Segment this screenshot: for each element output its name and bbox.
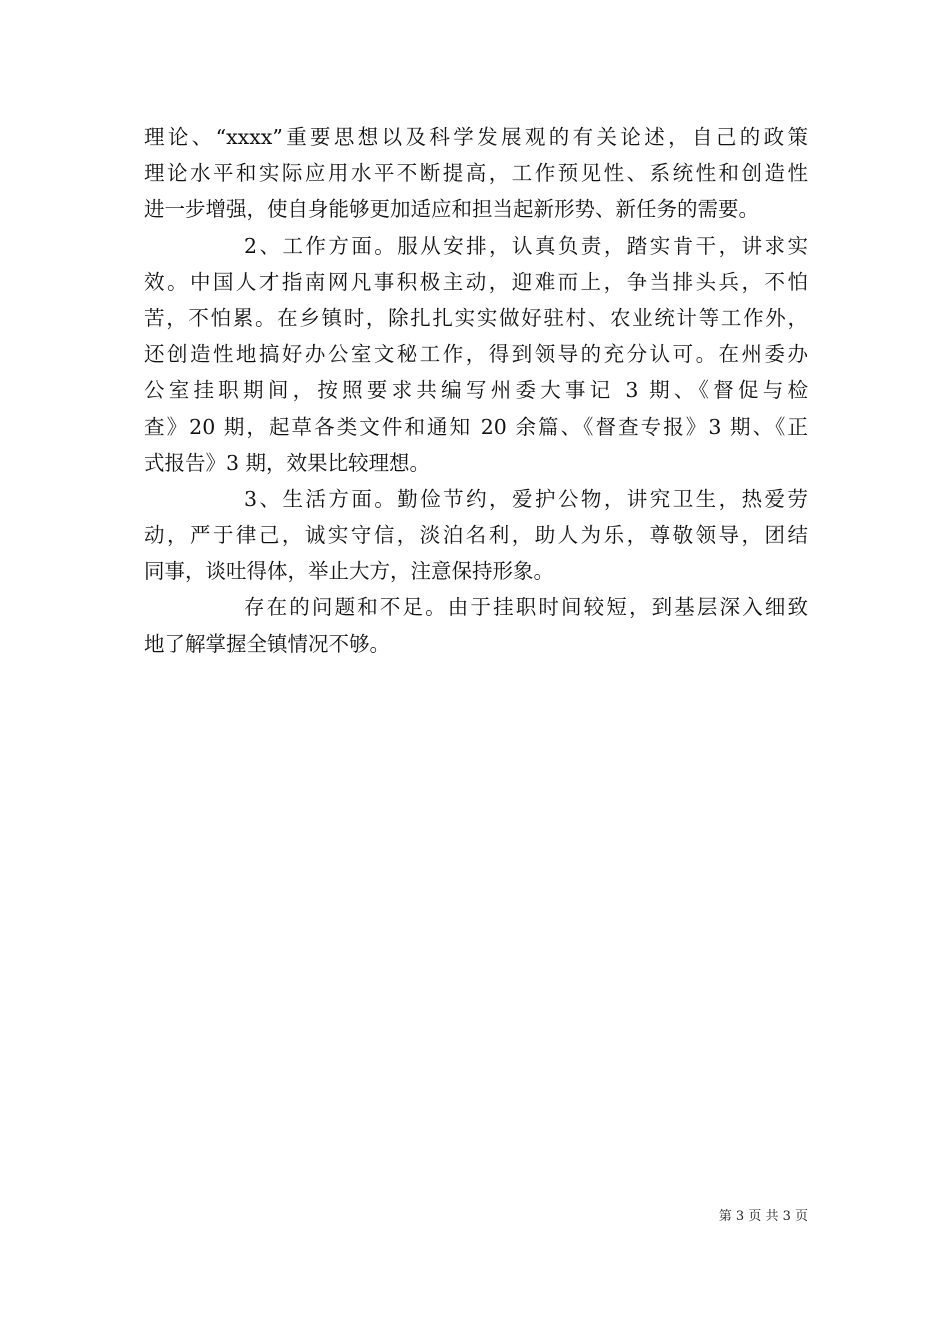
text-line: 3、生活方面。勤俭节约，爱护公物，讲究卫生，热爱劳 bbox=[244, 486, 808, 511]
text-line: 地了解掌握全镇情况不够。 bbox=[144, 631, 390, 656]
text-line: 存在的问题和不足。由于挂职时间较短，到基层深入细致 bbox=[244, 595, 808, 620]
text-line: 式报告》3 期，效果比较理想。 bbox=[144, 450, 431, 475]
document-body bbox=[144, 119, 808, 662]
text-line: 进一步增强，使自身能够更加适应和担当起新形势、新任务的需要。 bbox=[144, 197, 759, 222]
page-number-footer: 第 3 页 共 3 页 bbox=[718, 1209, 808, 1224]
text-line: 同事，谈吐得体，举止大方，注意保持形象。 bbox=[144, 559, 554, 584]
text-line: 苦，不怕累。在乡镇时，除扎扎实实做好驻村、农业统计等工作外， bbox=[144, 305, 808, 330]
text-line: 动，严于律己，诚实守信，淡泊名利，助人为乐，尊敬领导，团结 bbox=[144, 523, 808, 548]
text-line: 理论水平和实际应用水平不断提高，工作预见性、系统性和创造性 bbox=[144, 161, 808, 186]
text-line: 理论、“xxxx”重要思想以及科学发展观的有关论述，自己的政策 bbox=[144, 125, 808, 149]
text-line: 效。中国人才指南网凡事积极主动，迎难而上，争当排头兵，不怕 bbox=[144, 269, 808, 294]
text-line: 还创造性地搞好办公室文秘工作，得到领导的充分认可。在州委办 bbox=[144, 342, 808, 367]
text-line: 公室挂职期间，按照要求共编写州委大事记 3 期、《督促与检 bbox=[144, 378, 808, 403]
text-line: 2、工作方面。服从安排，认真负责，踏实肯干，讲求实 bbox=[244, 233, 808, 258]
text-line: 查》20 期，起草各类文件和通知 20 余篇、《督查专报》3 期、《正 bbox=[144, 414, 808, 439]
